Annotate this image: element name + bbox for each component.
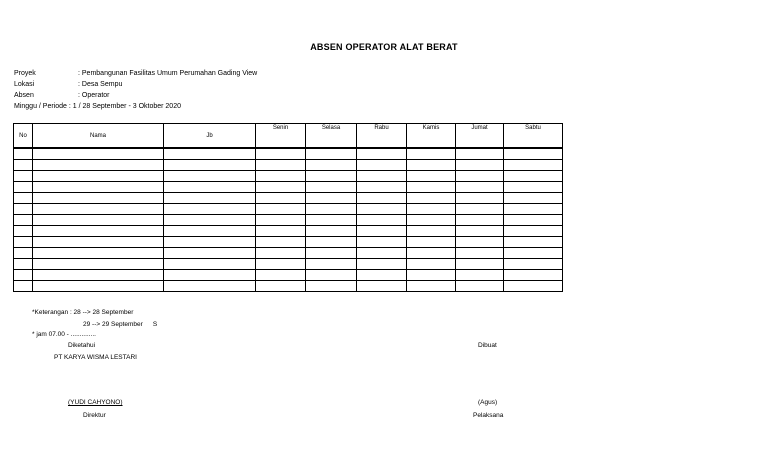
absen-label: Absen [14,92,34,99]
table-cell [14,270,33,281]
table-cell [164,148,256,160]
table-cell [357,193,407,204]
table-cell [164,281,256,292]
table-cell [357,226,407,237]
table-cell [504,270,563,281]
document-title: ABSEN OPERATOR ALAT BERAT [310,42,458,52]
table-cell [357,148,407,160]
table-cell [33,171,164,182]
table-cell [306,182,357,193]
table-cell [164,259,256,270]
table-cell [456,148,504,160]
header-selasa: Selasa [306,124,357,149]
table-cell [456,248,504,259]
table-cell [456,281,504,292]
signature-right-heading: Dibuat [478,342,497,349]
table-cell [306,259,357,270]
table-cell [504,215,563,226]
table-cell [407,171,456,182]
table-cell [14,160,33,171]
table-cell [164,171,256,182]
table-cell [164,215,256,226]
periode-value: : 1 / 28 September - 3 Oktober 2020 [68,103,181,110]
header-senin: Senin [256,124,306,149]
table-row [14,270,563,281]
table-cell [504,237,563,248]
table-row [14,248,563,259]
table-cell [14,148,33,160]
table-cell [357,237,407,248]
table-cell [256,237,306,248]
table-cell [504,182,563,193]
signature-left-heading: Diketahui [68,342,96,349]
table-row [14,182,563,193]
table-cell [14,259,33,270]
table-row [14,148,563,160]
table-cell [407,270,456,281]
table-cell [306,226,357,237]
company-name: PT KARYA WISMA LESTARI [54,354,137,361]
table-cell [14,281,33,292]
table-cell [164,237,256,248]
notes [32,307,157,341]
table-cell [256,182,306,193]
table-cell [164,182,256,193]
table-cell [504,281,563,292]
info-periode [14,101,257,112]
header-no: No [14,124,33,149]
table-cell [306,148,357,160]
table-cell [456,204,504,215]
table-cell [407,281,456,292]
table-cell [33,226,164,237]
table-cell [256,160,306,171]
table-cell [504,193,563,204]
table-cell [456,182,504,193]
table-cell [357,248,407,259]
table-cell [306,237,357,248]
table-cell [164,204,256,215]
table-cell [256,281,306,292]
table-cell [407,160,456,171]
table-cell [407,193,456,204]
table-row [14,281,563,292]
table-header-row [14,124,563,149]
periode-label: Minggu / Periode [14,103,67,110]
table-cell [306,193,357,204]
table-cell [357,215,407,226]
table-cell [456,193,504,204]
header-jumat: Jumat [456,124,504,149]
table-cell [456,160,504,171]
table-cell [256,204,306,215]
table-cell [504,259,563,270]
table-cell [357,182,407,193]
table-cell [357,204,407,215]
table-cell [456,237,504,248]
header-rabu: Rabu [357,124,407,149]
lokasi-value: : Desa Sempu [78,81,123,88]
table-row [14,226,563,237]
table-cell [306,270,357,281]
table-cell [164,248,256,259]
attendance-table [13,123,563,292]
table-row [14,171,563,182]
table-cell [456,270,504,281]
table-row [14,215,563,226]
table-cell [504,226,563,237]
table-cell [256,248,306,259]
note-line2-extra: S [152,321,158,328]
table-cell [357,160,407,171]
absen-value: : Operator [78,92,110,99]
table-row [14,160,563,171]
table-cell [357,270,407,281]
table-cell [407,215,456,226]
signature-right-name: (Agus) [478,399,498,406]
table-cell [14,248,33,259]
table-cell [164,160,256,171]
table-cell [14,237,33,248]
table-cell [407,204,456,215]
proyek-label: Proyek [14,70,36,77]
signature-left-role: Direktur [83,412,106,419]
info-absen [14,90,257,101]
table-cell [33,281,164,292]
table-cell [306,204,357,215]
table-cell [504,204,563,215]
note-jam: * jam 07.00 - .............. [32,331,96,338]
table-cell [33,248,164,259]
table-row [14,204,563,215]
table-row [14,237,563,248]
table-cell [306,215,357,226]
info-lokasi [14,79,257,90]
header-kamis: Kamis [407,124,456,149]
table-cell [33,237,164,248]
table-cell [14,204,33,215]
table-row [14,193,563,204]
table-cell [33,182,164,193]
table-cell [33,215,164,226]
lokasi-label: Lokasi [14,81,35,88]
table-cell [456,171,504,182]
table-body [14,148,563,292]
table-cell [33,193,164,204]
table-cell [407,248,456,259]
table-cell [407,237,456,248]
table-cell [504,248,563,259]
table-cell [14,226,33,237]
table-cell [164,226,256,237]
project-info [14,68,257,112]
table-row [14,259,563,270]
table-cell [164,193,256,204]
table-cell [407,259,456,270]
table-cell [14,193,33,204]
table-cell [456,215,504,226]
note-line2-text: 29 --> 29 September [83,321,143,328]
table-cell [306,248,357,259]
table-cell [504,148,563,160]
table-cell [256,215,306,226]
signature-right-role: Pelaksana [473,412,504,419]
header-sabtu: Sabtu [504,124,563,149]
table-cell [164,270,256,281]
table-cell [306,160,357,171]
table-cell [306,171,357,182]
table-cell [33,148,164,160]
table-cell [256,270,306,281]
signature-left-name: (YUDI CAHYONO) [68,399,123,406]
table-cell [256,259,306,270]
header-jb: Jb [164,124,256,149]
table-cell [33,270,164,281]
table-cell [14,171,33,182]
table-cell [306,281,357,292]
table-cell [33,160,164,171]
proyek-value: : Pembangunan Fasilitas Umum Perumahan Gading View [78,70,258,77]
table-cell [357,281,407,292]
table-cell [33,259,164,270]
table-cell [504,160,563,171]
table-cell [14,215,33,226]
table-cell [407,182,456,193]
table-cell [407,148,456,160]
table-cell [256,193,306,204]
table-cell [357,171,407,182]
table-cell [504,171,563,182]
table-cell [14,182,33,193]
note-keterangan: *Keterangan : 28 --> 28 September [32,309,134,316]
table-cell [456,259,504,270]
table-cell [407,226,456,237]
table-cell [456,226,504,237]
table-cell [256,171,306,182]
header-nama: Nama [33,124,164,149]
table-cell [357,259,407,270]
info-proyek [14,68,257,79]
table-cell [33,204,164,215]
table-cell [256,148,306,160]
table-cell [256,226,306,237]
